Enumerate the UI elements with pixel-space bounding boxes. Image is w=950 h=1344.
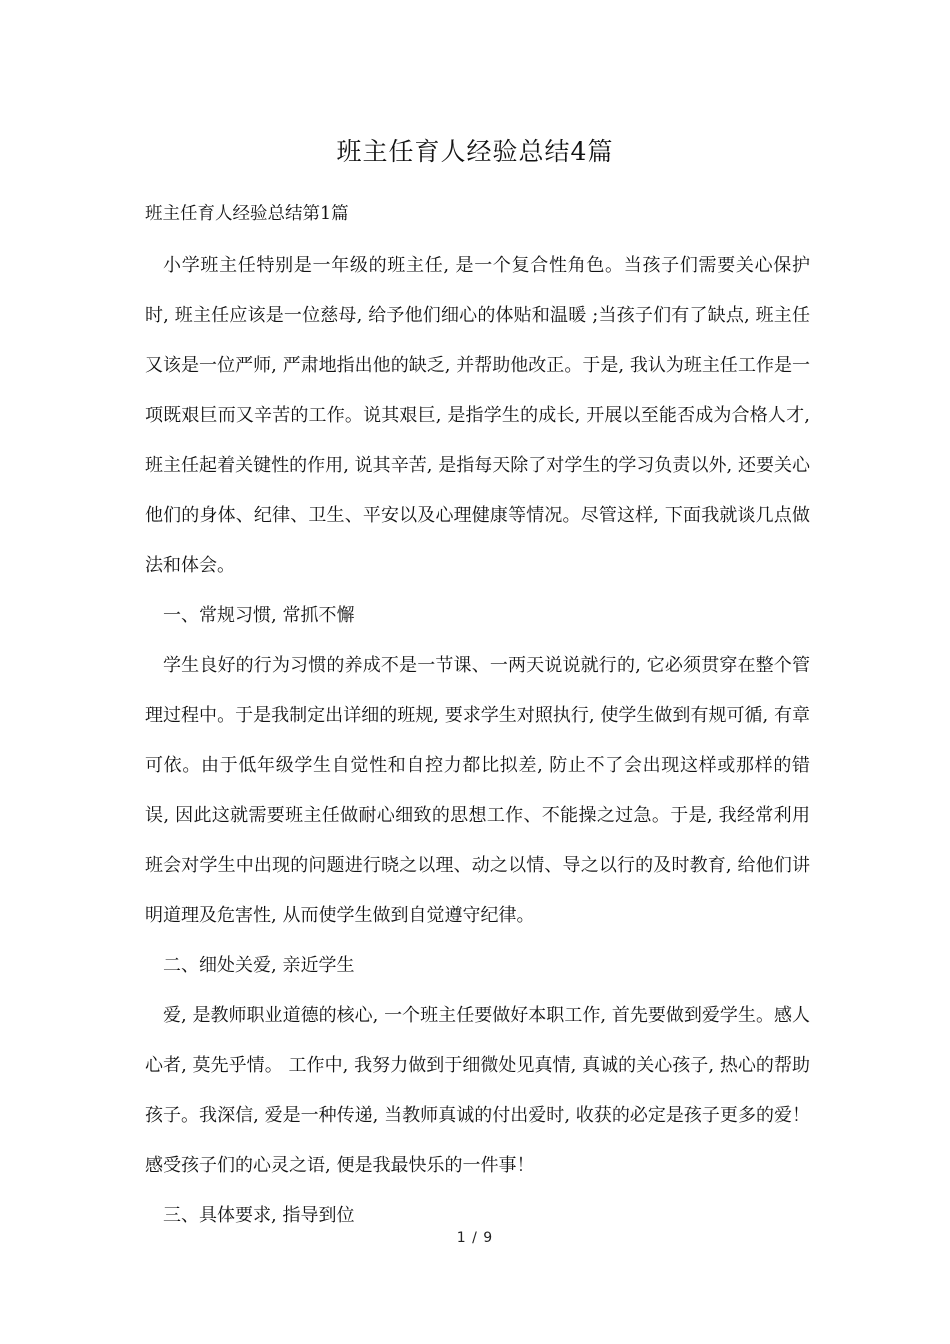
section-title: 班主任育人经验总结第1篇 <box>145 204 349 224</box>
section-heading-1: 一、常规习惯, 常抓不懈 <box>163 605 355 626</box>
section-heading-3: 三、具体要求, 指导到位 <box>163 1205 355 1226</box>
paragraph-intro: 小学班主任特别是一年级的班主任, 是一个复合性角色。当孩子们需要关心保护时, 班主任应该是一位慈母, 给予他们细心的体贴和温暖 ;当孩子们有了缺点, 班主任又该是一位严师, 严肃地指出他的缺乏, 并帮助他改正。于是, 我认为班主任工作是一项既艰巨而又辛苦的工作。说其艰巨, 是指学生的成长, 开展以至能否成为合格人才, 班主任起着关键性的作用, 说其辛苦, 是指每天除了对学生的学习负责以外, 还要关心他们的身体、纪律、卫生、平安以及心理健康等情况。尽管这样, 下面我就谈几点做法和体会。 <box>145 255 810 576</box>
document-body <box>145 241 810 1241</box>
section-heading-2: 二、细处关爱, 亲近学生 <box>163 955 355 976</box>
paragraph-care: 爱, 是教师职业道德的核心, 一个班主任要做好本职工作, 首先要做到爱学生。感人心者, 莫先乎情。 工作中, 我努力做到于细微处见真情, 真诚的关心孩子, 热心的帮助孩子。我深信, 爱是一种传递, 当教师真诚的付出爱时, 收获的必定是孩子更多的爱！感受孩子们的心灵之语, 便是我最快乐的一件事！ <box>145 1005 810 1176</box>
page-number: 1 / 9 <box>456 1230 494 1246</box>
document-title: 班主任育人经验总结4篇 <box>336 137 614 166</box>
paragraph-habits: 学生良好的行为习惯的养成不是一节课、一两天说说就行的, 它必须贯穿在整个管理过程中。于是我制定出详细的班规, 要求学生对照执行, 使学生做到有规可循, 有章可依。由于低年级学生自觉性和自控力都比拟差, 防止不了会出现这样或那样的错误, 因此这就需要班主任做耐心细致的思想工作、不能操之过急。于是, 我经常利用班会对学生中出现的问题进行晓之以理、动之以情、导之以行的及时教育, 给他们讲明道理及危害性, 从而使学生做到自觉遵守纪律。 <box>145 655 810 926</box>
